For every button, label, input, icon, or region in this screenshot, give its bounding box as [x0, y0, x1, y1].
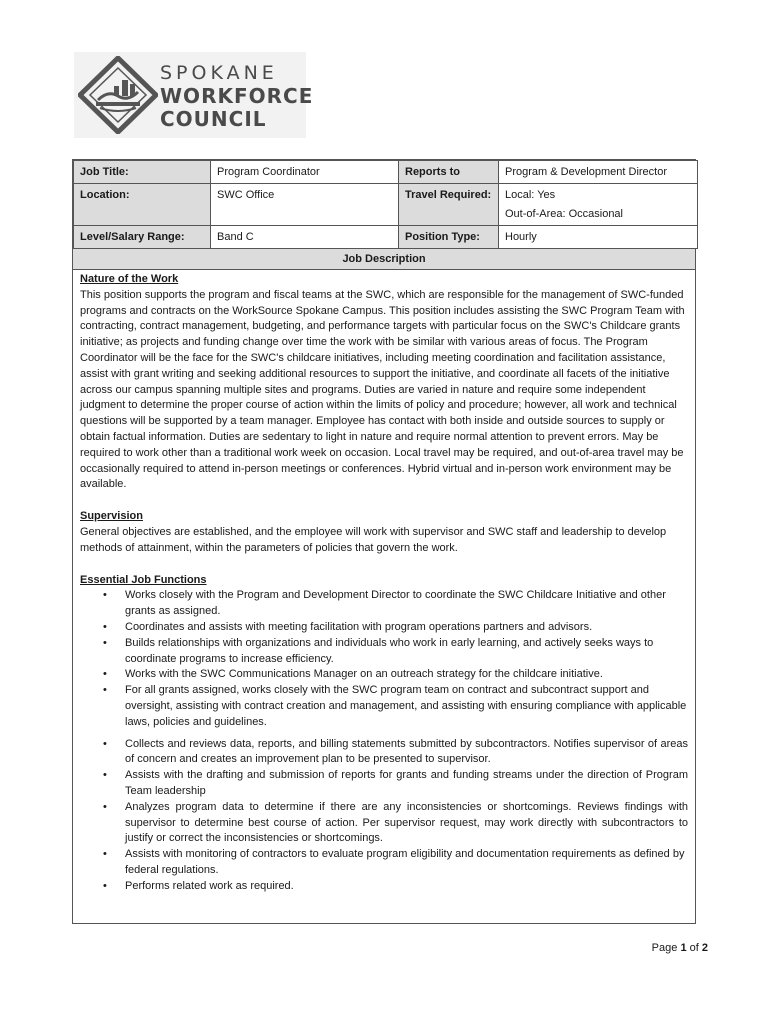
list-item: • Performs related work as required. — [125, 879, 688, 895]
location-label: Location: — [74, 184, 211, 226]
job-title-label: Job Title: — [74, 161, 211, 184]
list-item: • Coordinates and assists with meeting facilitation with program operations partners and advisors. — [125, 620, 688, 636]
travel-required-label: Travel Required: — [399, 184, 499, 226]
list-item: • Works with the SWC Communications Manager on an outreach strategy for the childcare initiative. — [125, 667, 688, 683]
travel-out-of-area: Out-of-Area: Occasional — [505, 208, 623, 220]
job-description-form — [72, 159, 696, 924]
swc-logo-emblem-icon — [78, 56, 158, 134]
list-item: • Assists with monitoring of contractors to evaluate program eligibility and documentation requirements as defined by federal regulations. — [125, 847, 688, 879]
page-word: Page — [651, 942, 678, 954]
page-number — [652, 942, 708, 954]
logo-wordmark — [160, 64, 313, 129]
job-description-header: Job Description — [73, 249, 695, 270]
job-info-table — [73, 160, 698, 249]
logo-line-3: COUNCIL — [160, 107, 267, 131]
position-type-label: Position Type: — [399, 226, 499, 249]
page-current: 1 — [680, 942, 687, 954]
nature-of-work-heading: Nature of the Work — [80, 273, 179, 285]
nature-of-work-text: This position supports the program and fiscal teams at the SWC, which are responsible for the management of SWC-funded programs and contracts on the WorkSource Spokane Campus. This position includes assisting the SWC Program Team with contracting, contract management, budgeting, and performance targets with particular focus on the SWC's Childcare grants initiative; as projects and funding change over time the work with be similar with various areas of focus. The Program Coordinator will be the face for the SWC's childcare initiatives, including meeting coordination and facilitation assistance, assist with grant writing and seeking additional resources to support the initiative, and coordinate all facets of the initiative across our campus spanning multiple sites and programs. Duties are varied in nature and require some independent judgment to determine the proper course of action within the limits of policy and procedure; however, all work and technical questions will be supported by a team manager. Employee has contact with both inside and outside sources to supply or obtain factual information. Duties are sedentary to light in nature and require normal attention to prevent errors. May be required to work other than a traditional work week on occasion. Local travel may be required, and out-of-area travel may be occasionally required to attend in-person meetings or conferences. Hybrid virtual and in-person work environment may be available. — [80, 288, 685, 491]
supervision-heading: Supervision — [80, 510, 143, 523]
list-item: • For all grants assigned, works closely with the SWC program team on contract and subcontract support and oversight, assisting with contract creation and management, and assisting with ensuring compliance with applicable laws, policies and guidelines. — [125, 683, 688, 730]
travel-required-value — [499, 184, 698, 226]
level-salary-label: Level/Salary Range: — [74, 226, 211, 249]
level-salary-value: Band C — [211, 226, 399, 249]
list-item: • Analyzes program data to determine if there are any inconsistencies or shortcomings. Reviews findings with supervisor to determine best course of action. Per supervisor request, may work directly with subcontractors to justify or correct the inconsistencies or shortcomings. — [125, 800, 688, 847]
essential-functions-list — [80, 588, 688, 894]
list-item: • Assists with the drafting and submission of reports for grants and funding streams under the direction of Program Team leadership — [125, 768, 688, 800]
job-description-body — [73, 270, 695, 894]
logo — [74, 52, 314, 138]
essential-functions-heading: Essential Job Functions — [80, 573, 207, 586]
table-row — [74, 161, 698, 184]
reports-to-label: Reports to — [399, 161, 499, 184]
logo-line-1: SPOKANE — [160, 62, 278, 84]
page-of: of — [689, 942, 699, 954]
page-total: 2 — [701, 942, 708, 954]
list-item: • Collects and reviews data, reports, and billing statements submitted by subcontractors. Notifies supervisor of areas of concern and creates an improvement plan to be presented to supervisor. — [125, 737, 688, 769]
logo-line-2: WORKFORCE — [160, 84, 314, 108]
table-row — [74, 184, 698, 226]
list-item: • Works closely with the Program and Development Director to coordinate the SWC Childcare Initiative and other grants as assigned. — [125, 588, 688, 620]
position-type-value: Hourly — [499, 226, 698, 249]
table-row — [74, 226, 698, 249]
travel-local: Local: Yes — [505, 189, 556, 201]
job-title-value: Program Coordinator — [211, 161, 399, 184]
location-value: SWC Office — [211, 184, 399, 226]
supervision-text: General objectives are established, and the employee will work with supervisor and SWC staff and leadership to develop methods of attainment, within the parameters of policies that govern the work. — [80, 525, 667, 554]
reports-to-value: Program & Development Director — [499, 161, 698, 184]
list-item: • Builds relationships with organizations and individuals who work in early learning, and actively seeks ways to coordinate programs to increase efficiency. — [125, 636, 688, 668]
